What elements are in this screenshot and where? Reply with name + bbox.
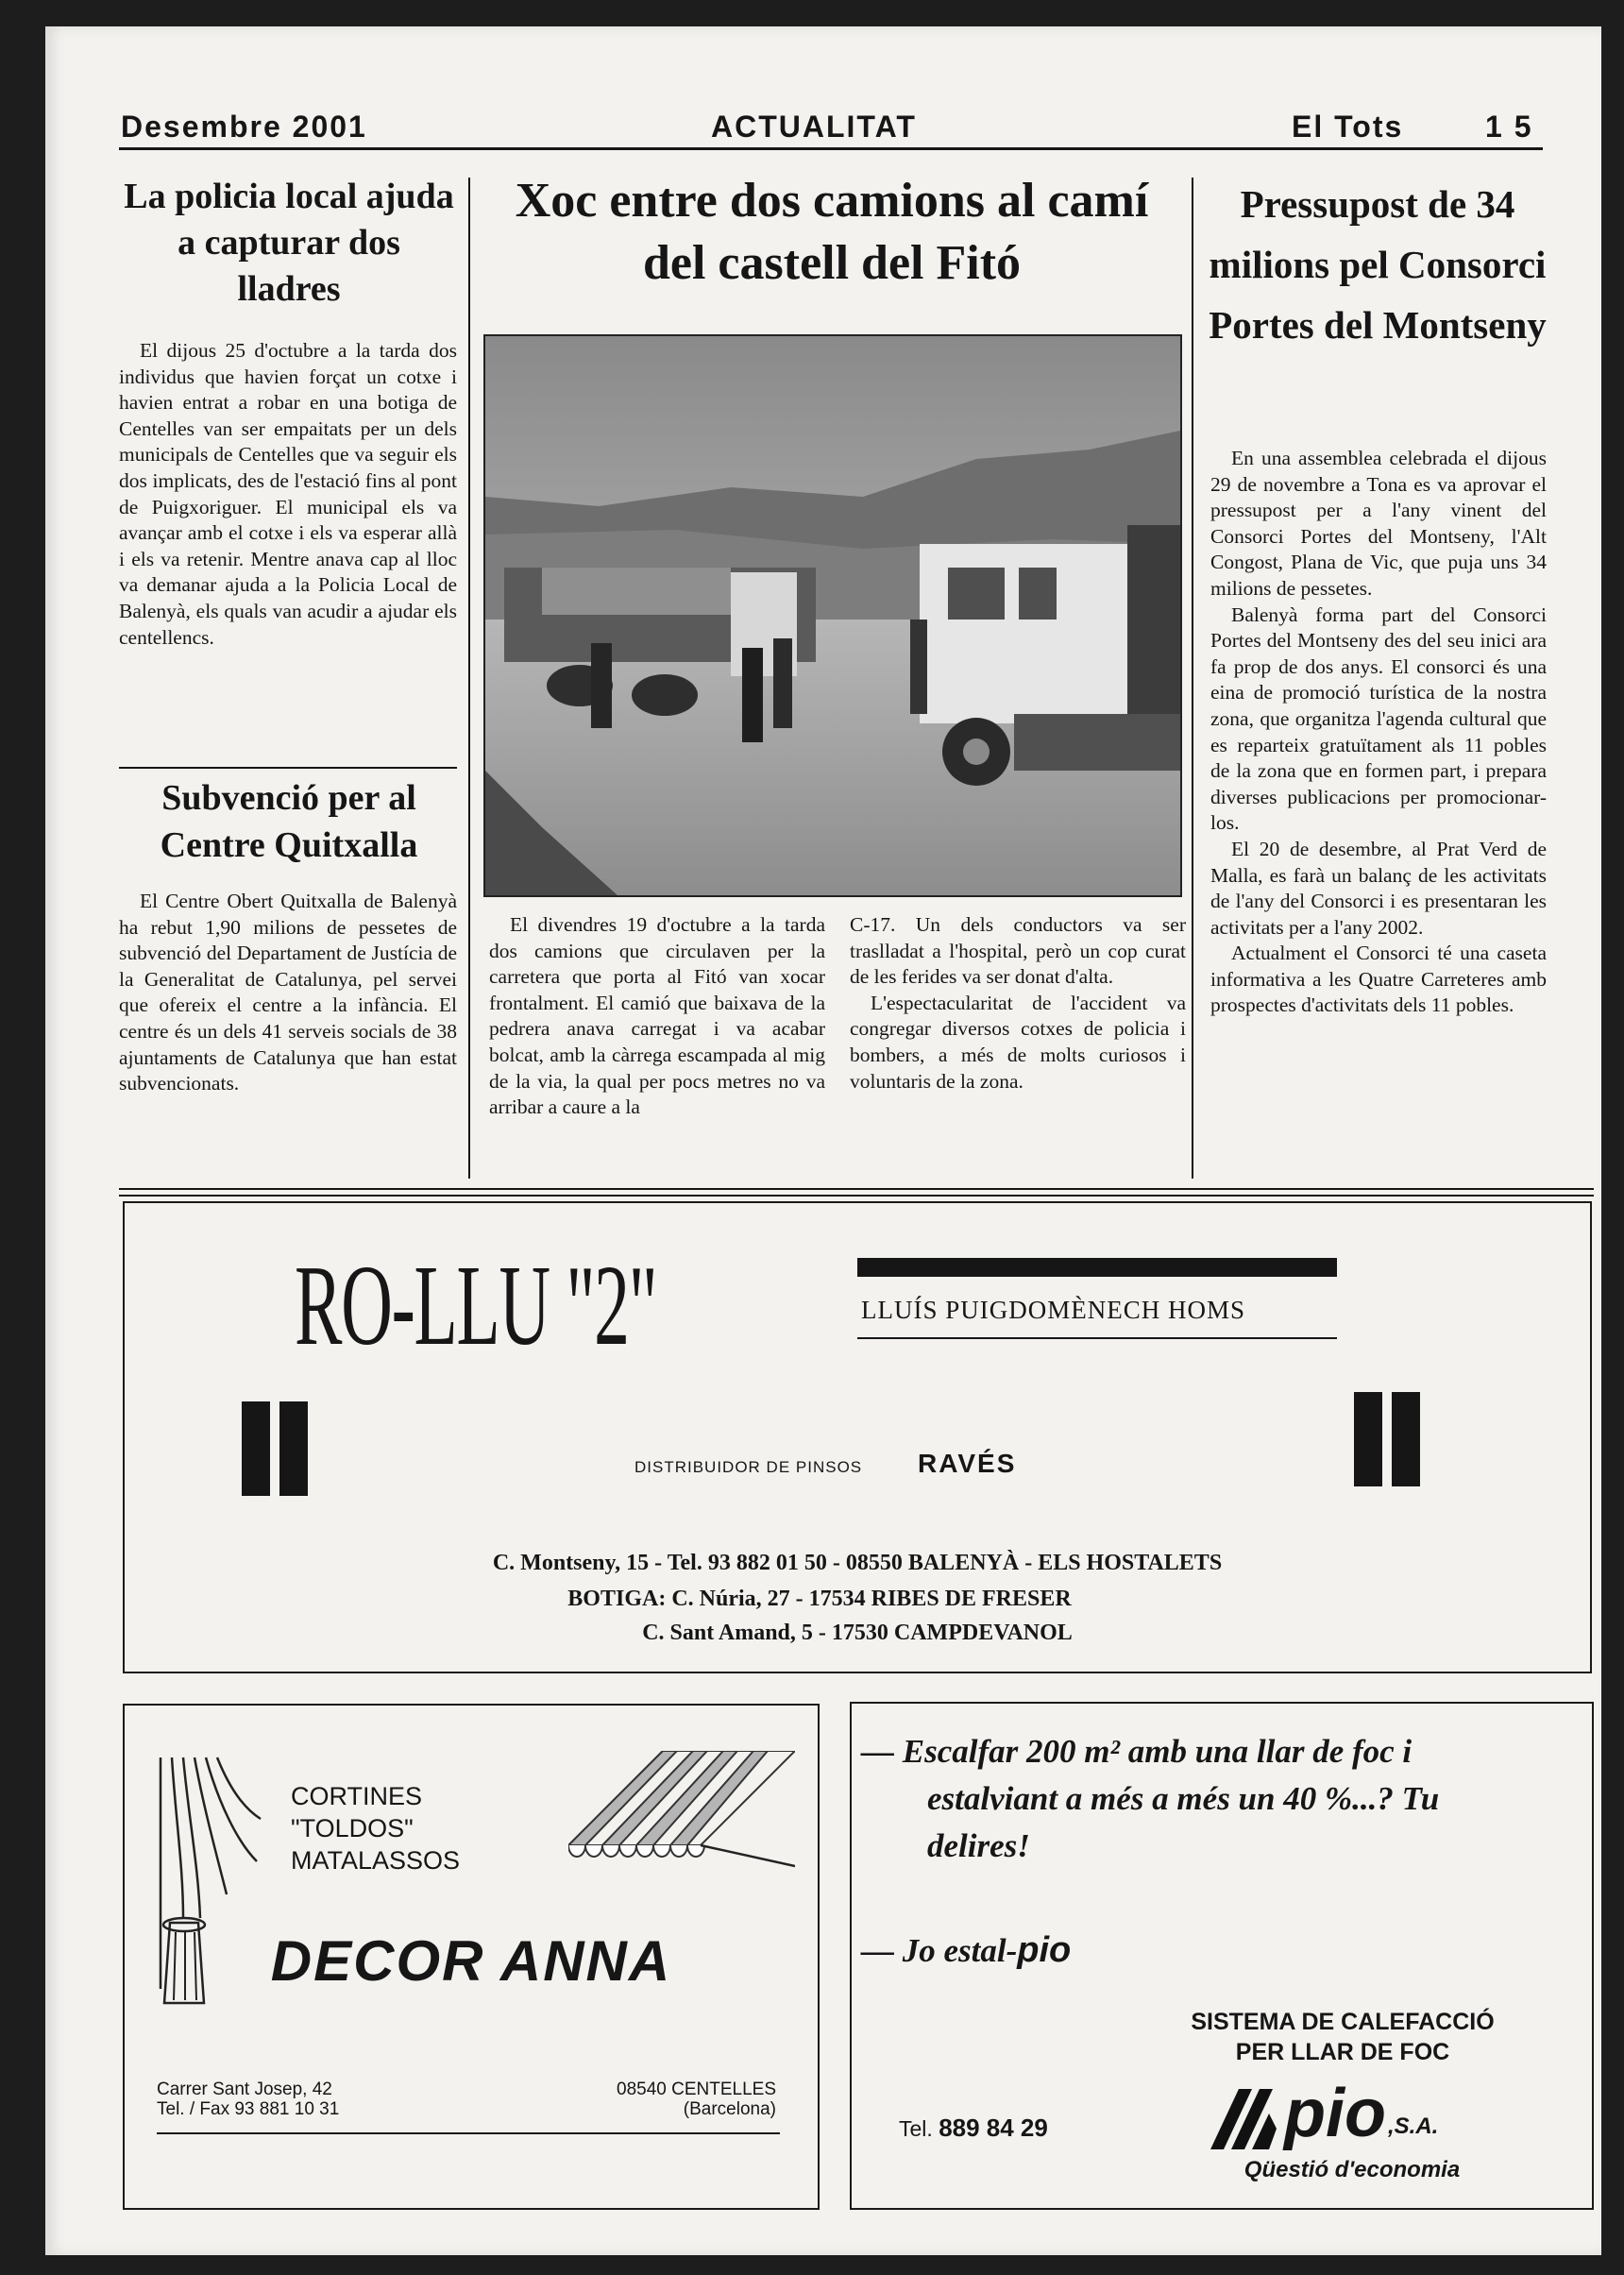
rollu-bar-left-1 bbox=[242, 1401, 270, 1496]
apio-slogan: Qüestió d'economia bbox=[1243, 2157, 1461, 2182]
ads-double-rule-top bbox=[119, 1188, 1594, 1190]
apio-phone-number: 889 84 29 bbox=[939, 2114, 1048, 2142]
publication-name: El Tots bbox=[1292, 110, 1404, 144]
section-title: ACTUALITAT bbox=[711, 110, 917, 144]
column-divider bbox=[1192, 178, 1193, 1179]
rollu-address-line-3: C. Sant Amand, 5 - 17530 CAMPDEVANOL bbox=[642, 1621, 1073, 1645]
rollu-bar-right-2 bbox=[1392, 1392, 1420, 1486]
decor-anna-advertisement bbox=[123, 1704, 820, 2210]
apio-quote-2-brand: pio bbox=[1017, 1930, 1072, 1970]
apio-tagline-2: PER LLAR DE FOC bbox=[1235, 2039, 1450, 2065]
truck-accident-photo bbox=[483, 334, 1182, 897]
article-body-xoc-col1: El divendres 19 d'octubre a la tarda dos camions que circulaven per la carretera que porta al Fitó van xocar frontalment. El camió que baixava de la pedrera anava carregat i va acabar bolcat, amb la càrrega escampada al mig de la via, la qual per pocs metres no va arribar a caure a la bbox=[489, 913, 825, 1119]
decor-telephone: Tel. / Fax 93 881 10 31 bbox=[157, 2099, 340, 2119]
newspaper-page bbox=[45, 26, 1601, 2255]
rollu-logo: RO-LLU "2" bbox=[295, 1242, 657, 1369]
apio-brand-suffix: ,S.A. bbox=[1388, 2114, 1439, 2139]
apio-advertisement bbox=[850, 1702, 1594, 2210]
article-title-pressupost: Pressupost de 34 milions pel Consorci Portes del Montseny bbox=[1209, 182, 1547, 347]
rollu-owner: LLUÍS PUIGDOMÈNECH HOMS bbox=[861, 1296, 1246, 1324]
article-body-subvencio: El Centre Obert Quitxalla de Balenyà ha rebut 1,90 milions de pessetes de subvenció del Departament de Justícia de la Generalitat de Catalunya, pel servei que ofereix el centre a la infància. El centre és un dels 41 serveis socials de 38 ajuntaments de Catalunya que han estat subvencionats. bbox=[119, 890, 457, 1095]
article-title-xoc: Xoc entre dos camions al camí del castell del Fitó bbox=[515, 174, 1149, 290]
decor-item-cortines: CORTINES bbox=[291, 1782, 423, 1810]
decor-postcode: 08540 CENTELLES bbox=[617, 2080, 776, 2099]
rollu-distributor-brand: RAVÉS bbox=[918, 1449, 1017, 1478]
photo-image bbox=[485, 336, 1180, 895]
apio-logo bbox=[1210, 2078, 1494, 2157]
decor-address: Carrer Sant Josep, 42 bbox=[157, 2080, 332, 2099]
article-body-police: El dijous 25 d'octubre a la tarda dos individus que havien forçat un cotxe i havien entrat a robar en una botiga de Centelles van ser empaitats per un dels municipals de Centelles que va seguir els dos implicats, des de l'estació fins al pont de Puigxoriguer. El municipal els va avançar amb el cotxe i els va esperar allà i els va retenir. Mentre anava cap al lloc va demanar ajuda a la Policia Local de Balenyà, els quals van acudir a ajudar els centellencs. bbox=[119, 339, 457, 649]
decor-province: (Barcelona) bbox=[683, 2099, 776, 2119]
apio-brand: pio bbox=[1284, 2076, 1386, 2151]
apio-quote-1: — Escalfar 200 m² amb una llar de foc i estalviant a més a més un 40 %...? Tu delires! bbox=[861, 1733, 1440, 1864]
awning-icon bbox=[568, 1751, 795, 1883]
issue-date: Desembre 2001 bbox=[121, 110, 367, 144]
rollu-advertisement bbox=[123, 1201, 1592, 1673]
article-body-pressupost: En una assemblea celebrada el dijous 29 de novembre a Tona es va aprovar el pressupost per a l'any vinent del Consorci Portes del Montseny, l'Alt Congost, Plana de Vic, que puja uns 34 milions de pessetes. Balenyà forma part del Consorci Portes del Montseny des del seu inici ara fa prop de dos anys. El consorci és una eina de promoció turística de la nostra zona, que organitza l'agenda cultural que es reparteix gratuïtament als 11 pobles de la zona que en formen part, i prepara diverses publicacions per promocionar-los. El 20 de desembre, al Prat Verd de Malla, es farà un balanç de les activitats de l'any del Consorci i es presentaran les activitats per a l'any 2002. Actualment el Consorci té una caseta informativa a les Quatre Carreteres amb prospectes d'activitats dels 11 pobles. bbox=[1210, 447, 1547, 1017]
rollu-bar-left-2 bbox=[279, 1401, 308, 1496]
article-title-subvencio: Subvenció per al Centre Quitxalla bbox=[160, 778, 418, 865]
apio-quote-2-text: — Jo estal- bbox=[861, 1932, 1018, 1969]
rollu-distributor-label: DISTRIBUIDOR DE PINSOS bbox=[634, 1458, 863, 1476]
rollu-address-line-2: BOTIGA: C. Núria, 27 - 17534 RIBES DE FRESER bbox=[567, 1587, 1072, 1611]
column-divider bbox=[468, 178, 470, 1179]
article-title-police: La policia local ajuda a capturar dos lladres bbox=[124, 177, 454, 309]
rollu-thin-rule bbox=[857, 1337, 1337, 1339]
page-number: 1 5 bbox=[1485, 110, 1533, 144]
rollu-address-line-1: C. Montseny, 15 - Tel. 93 882 01 50 - 08550 BALENYÀ - ELS HOSTALETS bbox=[492, 1551, 1223, 1575]
apio-quote-2 bbox=[861, 1927, 1475, 1975]
decor-item-matalassos: MATALASSOS bbox=[291, 1846, 461, 1875]
apio-phone-label: Tel. bbox=[899, 2116, 933, 2141]
apio-triangle-icon bbox=[1210, 2089, 1286, 2149]
rollu-black-bar bbox=[857, 1258, 1337, 1277]
decor-bottom-rule bbox=[157, 2132, 780, 2134]
header-rule bbox=[119, 147, 1543, 150]
rollu-bar-right-1 bbox=[1354, 1392, 1382, 1486]
apio-phone bbox=[899, 2114, 1048, 2143]
apio-tagline-1: SISTEMA DE CALEFACCIÓ bbox=[1191, 2009, 1495, 2035]
article-separator bbox=[119, 767, 457, 769]
decor-item-toldos: "TOLDOS" bbox=[291, 1814, 414, 1842]
ads-double-rule-bottom bbox=[119, 1195, 1594, 1197]
article-body-xoc-col2: C-17. Un dels conductors va ser traslladat a l'hospital, però un cop curat de les ferides va ser donat d'alta. L'espectacularitat de l'accident va congregar diversos cotxes de policia i bombers, a més de molts curiosos i voluntaris de la zona. bbox=[850, 913, 1186, 1093]
decor-anna-name: DECOR ANNA bbox=[270, 1929, 672, 1993]
